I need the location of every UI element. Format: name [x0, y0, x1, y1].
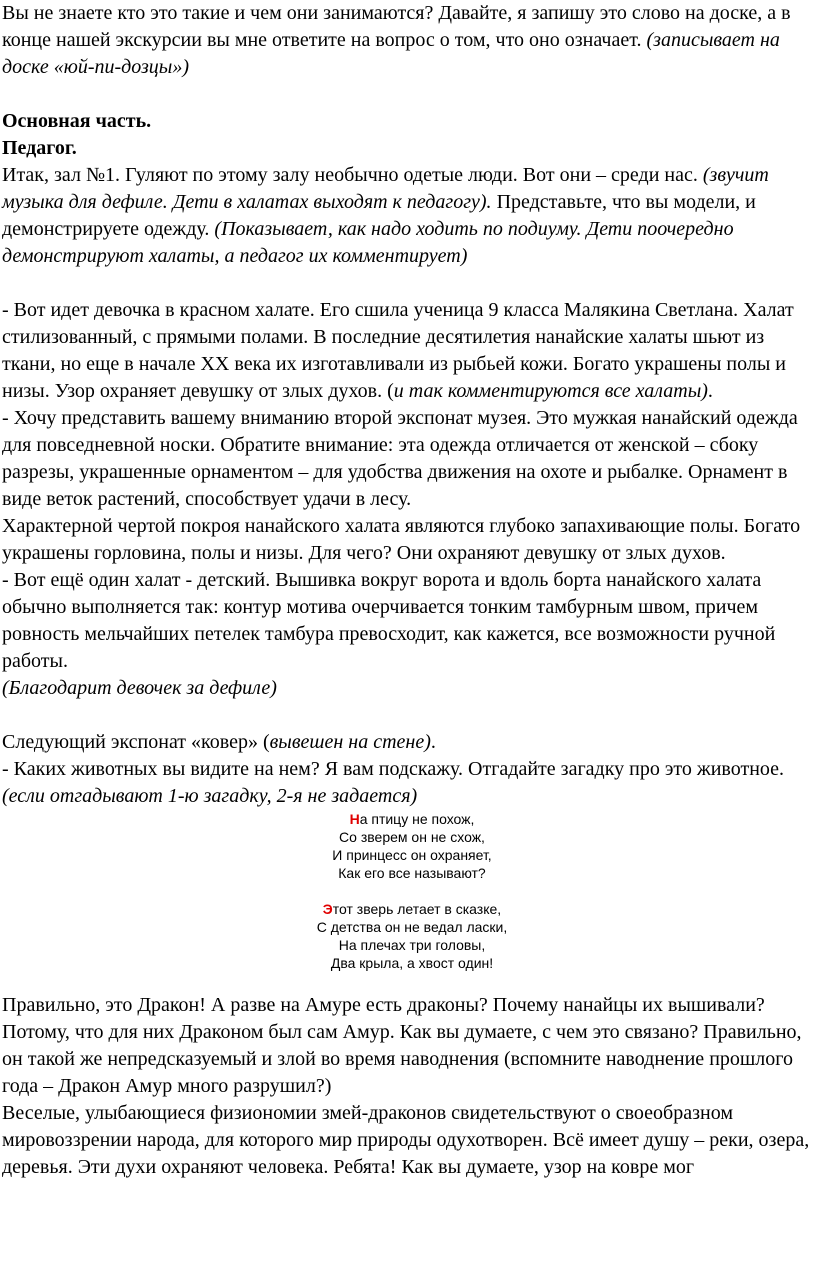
intro-text: Вы не знаете кто это такие и чем они занимаются? Давайте, я запишу это слово на доске, а в конце нашей экскурсии вы мне ответите на вопрос о том, что оно означает.	[2, 2, 791, 51]
riddle2-line4: Два крыла, а хвост один!	[330, 955, 494, 971]
child-robe-paragraph: - Вот ещё один халат - детский. Вышивка вокруг ворота и вдоль борта нанайского халата обычно выполняется так: контур мотива очерчивается тонким тамбурным швом, причем ровность мельчайших петелек тамбура превосходит, как кажется, все возможности ручной работы.	[2, 569, 776, 672]
riddle-poem	[2, 810, 814, 972]
hall1-paragraph: Итак, зал №1. Гуляют по этому залу необычно одетые люди. Вот они – среди нас. (звучит музыка для дефиле. Дети в халатах выходят к педагогу). Представьте, что вы модели, и демонстрируете одежду. (Показывает, как надо ходить по подиуму. Дети поочередно демонстрируют халаты, а педагог их комментирует)	[2, 164, 769, 267]
intro-note: (записывает на доске «юй-пи-дозцы»)	[2, 29, 780, 78]
riddle1-line1: На птицу не похож,	[349, 811, 475, 827]
spacer	[2, 270, 814, 297]
riddle2-line2: С детства он не ведал ласки,	[316, 919, 508, 935]
heading-main-part: Основная часть.	[2, 110, 152, 132]
riddle1-line2: Со зверем он не схож,	[339, 829, 485, 845]
stanza-gap	[10, 882, 814, 900]
thanks-note: (Благодарит девочек за дефиле)	[2, 677, 277, 699]
spacer	[2, 81, 814, 108]
spacer	[2, 972, 814, 992]
red-robe-paragraph: - Вот идет девочка в красном халате. Его сшила ученица 9 класса Малякина Светлана. Халат стилизованный, с прямыми полами. В последние десятилетия нанайские халаты шьют из ткани, но еще в начале XX века их изготавливали из рыбьей кожи. Богато украшены полы и низы. Узор охраняет девушку от злых духов. (и так комментируются все халаты).	[2, 299, 794, 402]
male-robe-paragraph: - Хочу представить вашему вниманию второй экспонат музея. Это мужкая нанайский одежда для повседневной носки. Обратите внимание: эта одежда отличается от женской – сбоку разрезы, украшенные орнаментом – для удобства движения на охоте и рыбалке. Орнамент в виде веток растений, способствует удачи в лесу.	[2, 407, 798, 510]
riddle2-line1: Этот зверь летает в сказке,	[322, 901, 502, 917]
riddle2-line3: На плечах три головы,	[338, 937, 486, 953]
riddle1-line4: Как его все называют?	[338, 865, 486, 881]
spacer	[2, 702, 814, 729]
heading-teacher: Педагог.	[2, 137, 77, 159]
physiognomy-paragraph: Веселые, улыбающиеся физиономии змей-драконов свидетельствуют о своеобразном мировоззрении народа, для которого мир природы одухотворен. Всё имеет душу – реки, озера, деревья. Эти духи охраняют человека. Ребята! Как вы думаете, узор на ковре мог	[2, 1102, 810, 1178]
intro-paragraph	[2, 0, 814, 81]
robe-cut-paragraph: Характерной чертой покроя нанайского халата являются глубоко запахивающие полы. Богато украшены горловина, полы и низы. Для чего? Они охраняют девушку от злых духов.	[2, 515, 801, 564]
riddle1-line3: И принцесс он охраняет,	[332, 847, 492, 863]
answer-paragraph: Правильно, это Дракон! А разве на Амуре есть драконы? Почему нанайцы их вышивали? Потому, что для них Драконом был сам Амур. Как вы думаете, с чем это связано? Правильно, он такой же непредсказуемый и злой во время наводнения (вспомните наводнение прошлого года – Дракон Амур много разрушил?)	[2, 994, 802, 1097]
carpet-paragraph: Следующий экспонат «ковер» (вывешен на стене).	[2, 731, 436, 753]
carpet-question: - Каких животных вы видите на нем? Я вам подскажу. Отгадайте загадку про это животное. (если отгадывают 1-ю загадку, 2-я не задается)	[2, 758, 785, 807]
